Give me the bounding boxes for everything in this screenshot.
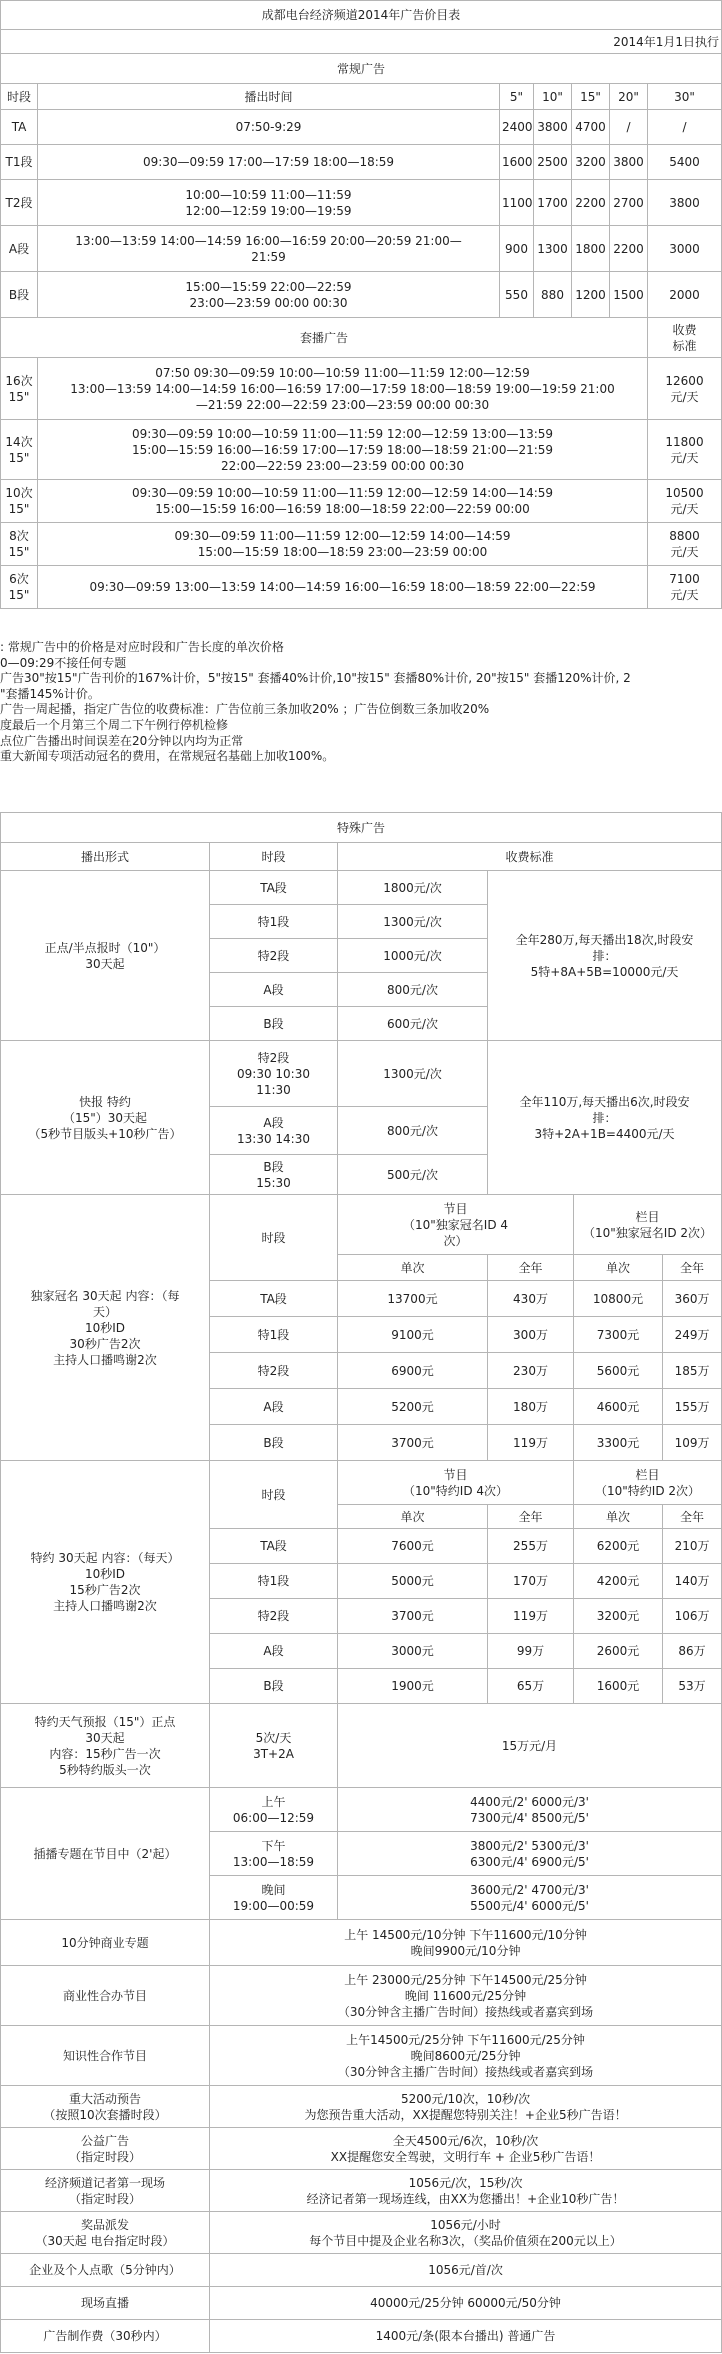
package-fee: 7100 元/天 — [648, 566, 722, 609]
segment-name: TA段 — [210, 871, 338, 905]
price: 上午 14500元/10分钟 下午11600元/10分钟 晚间9900元/10分钟 — [210, 1920, 722, 1966]
effective-date: 2014年1月1日执行 — [1, 30, 722, 54]
price-30s: 5400 — [648, 145, 722, 180]
price: 500元/次 — [338, 1155, 488, 1195]
price: 4400元/2' 6000元/3' 7300元/4' 8500元/5' — [338, 1788, 722, 1832]
format-label: 公益广告 （指定时段） — [1, 2128, 210, 2170]
header-segment: 时段 — [210, 1461, 338, 1529]
table-row — [1, 2086, 722, 2128]
segment-name: B段 — [210, 1669, 338, 1704]
segment-name: T1段 — [1, 145, 38, 180]
package-name: 8次 15" — [1, 523, 38, 566]
segment-name: 特2段 — [210, 1353, 338, 1389]
price: 1056元/次，15秒/次 经济记者第一现场连线，由XX为您播出！+企业10秒广告！ — [210, 2170, 722, 2212]
header-annual: 全年 — [488, 1505, 574, 1529]
price-5s: 1100 — [500, 180, 534, 226]
package-name: 6次 15" — [1, 566, 38, 609]
price: 全天4500元/6次，10秒/次 XX提醒您安全驾驶，文明行车 + 企业5秒广告语！ — [210, 2128, 722, 2170]
price: 1056元/小时 每个节目中提及企业名称3次，（奖品价值须在200元以上） — [210, 2212, 722, 2254]
price-20s: / — [610, 110, 648, 145]
header-single: 单次 — [574, 1255, 663, 1281]
header-annual: 全年 — [488, 1255, 574, 1281]
price: 7600元 — [338, 1529, 488, 1564]
segment-name: 5次/天 3T+2A — [210, 1704, 338, 1788]
airtime: 15:00—15:59 22:00—22:59 23:00—23:59 00:00 00:30 — [38, 272, 500, 318]
format-label: 广告制作费（30秒内） — [1, 2320, 210, 2353]
table-row — [1, 420, 722, 480]
table-row — [1, 1920, 722, 1966]
segment-name: B段 — [210, 1007, 338, 1041]
price: 800元/次 — [338, 1107, 488, 1155]
table-row — [1, 145, 722, 180]
segment-name: TA段 — [210, 1529, 338, 1564]
note-line: 0—09:29不接任何专题 — [0, 655, 127, 670]
note-line: 度最后一个月第三个周二下午例行停机检修 — [0, 717, 229, 732]
package-airtime: 09:30—09:59 10:00—10:59 11:00—11:59 12:00—12:59 13:00—13:59 15:00—15:59 16:00—16:59 17:00—17:59 18:00—18:59 21:00—21:59 22:00—22:59 23:00—23:59 00:00 00:30 — [38, 420, 648, 480]
header-10s: 10" — [534, 84, 572, 110]
segment-name: A段 — [210, 973, 338, 1007]
price: 3600元/2' 4700元/3' 5500元/4' 6000元/5' — [338, 1876, 722, 1920]
price: 255万 — [488, 1529, 574, 1564]
price: 3800元/2' 5300元/3' 6300元/4' 6900元/5' — [338, 1832, 722, 1876]
table-row — [1, 2026, 722, 2086]
price: 155万 — [663, 1389, 722, 1425]
table-title: 成都电台经济频道2014年广告价目表 — [1, 1, 722, 30]
table-row — [1, 2287, 722, 2320]
price-30s: 3800 — [648, 180, 722, 226]
header-30s: 30" — [648, 84, 722, 110]
package-price: 全年280万,每天播出18次,时段安 排： 5特+8A+5B=10000元/天 — [488, 871, 722, 1041]
segment-name: TA段 — [210, 1281, 338, 1317]
price-10s: 2500 — [534, 145, 572, 180]
segment-name: 特2段 — [210, 1599, 338, 1634]
price: 1800元/次 — [338, 871, 488, 905]
price: 5200元/10次，10秒/次 为您预告重大活动，XX提醒您特别关注！+企业5秒广告语！ — [210, 2086, 722, 2128]
price: 3700元 — [338, 1599, 488, 1634]
header-annual: 全年 — [663, 1505, 722, 1529]
table-row — [1, 2212, 722, 2254]
price: 185万 — [663, 1353, 722, 1389]
price: 109万 — [663, 1425, 722, 1461]
header-annual: 全年 — [663, 1255, 722, 1281]
format-label: 商业性合办节目 — [1, 1966, 210, 2026]
package-name: 10次 15" — [1, 480, 38, 523]
header-fee: 收费 标准 — [648, 318, 722, 358]
segment-name: 特2段 — [210, 939, 338, 973]
header-segment: 时段 — [210, 1195, 338, 1281]
header-program: 节目 （10"特约ID 4次） — [338, 1461, 574, 1505]
header-5s: 5" — [500, 84, 534, 110]
price: 600元/次 — [338, 1007, 488, 1041]
price: 180万 — [488, 1389, 574, 1425]
price: 1900元 — [338, 1669, 488, 1704]
table-row — [1, 523, 722, 566]
note-line: "套播145%计价。 — [0, 686, 100, 701]
package-name: 16次 15" — [1, 358, 38, 420]
header-single: 单次 — [338, 1505, 488, 1529]
price: 1600元 — [574, 1669, 663, 1704]
table-row — [1, 566, 722, 609]
segment-name: A段 13:30 14:30 — [210, 1107, 338, 1155]
table-row — [1, 2254, 722, 2287]
format-label: 插播专题在节目中（2'起） — [1, 1788, 210, 1920]
price: 7300元 — [574, 1317, 663, 1353]
note-line: 重大新闻专项活动冠名的费用，在常规冠名基础上加收100%。 — [0, 749, 335, 764]
table-row — [1, 480, 722, 523]
package-name: 14次 15" — [1, 420, 38, 480]
price-20s: 2200 — [610, 226, 648, 272]
segment-name: B段 15:30 — [210, 1155, 338, 1195]
header-single: 单次 — [338, 1255, 488, 1281]
price-20s: 2700 — [610, 180, 648, 226]
price-20s: 1500 — [610, 272, 648, 318]
price: 40000元/25分钟 60000元/50分钟 — [210, 2287, 722, 2320]
header-single: 单次 — [574, 1505, 663, 1529]
price: 3000元 — [338, 1634, 488, 1669]
price: 249万 — [663, 1317, 722, 1353]
price: 99万 — [488, 1634, 574, 1669]
segment-name: T2段 — [1, 180, 38, 226]
segment-name: 特1段 — [210, 1317, 338, 1353]
package-fee: 8800 元/天 — [648, 523, 722, 566]
price-10s: 1700 — [534, 180, 572, 226]
price-30s: 2000 — [648, 272, 722, 318]
header-segment: 时段 — [1, 84, 38, 110]
package-fee: 11800 元/天 — [648, 420, 722, 480]
section-title-special: 特殊广告 — [1, 813, 722, 843]
format-label: 经济频道记者第一现场 （指定时段） — [1, 2170, 210, 2212]
section-title-regular: 常规广告 — [1, 54, 722, 84]
table-row — [1, 1788, 722, 1832]
price: 210万 — [663, 1529, 722, 1564]
header-airtime: 播出时间 — [38, 84, 500, 110]
price: 119万 — [488, 1599, 574, 1634]
header-fee: 收费标准 — [338, 843, 722, 871]
notes — [0, 640, 722, 765]
table-row — [1, 2170, 722, 2212]
price: 300万 — [488, 1317, 574, 1353]
price-5s: 900 — [500, 226, 534, 272]
price: 9100元 — [338, 1317, 488, 1353]
section-title-package: 套播广告 — [1, 318, 648, 358]
price: 4600元 — [574, 1389, 663, 1425]
price: 140万 — [663, 1564, 722, 1599]
price-10s: 3800 — [534, 110, 572, 145]
note-line: : 常规广告中的价格是对应时段和广告长度的单次价格 — [0, 640, 284, 654]
airtime: 09:30—09:59 17:00—17:59 18:00—18:59 — [38, 145, 500, 180]
price-15s: 2200 — [572, 180, 610, 226]
table-row — [1, 358, 722, 420]
special-ad-price-table — [0, 812, 722, 2353]
header-program: 节目 （10"独家冠名ID 4 次） — [338, 1195, 574, 1255]
format-label: 奖品派发 （30天起 电台指定时段） — [1, 2212, 210, 2254]
price: 1300元/次 — [338, 1041, 488, 1107]
price: 2600元 — [574, 1634, 663, 1669]
price: 上午 23000元/25分钟 下午14500元/25分钟 晚间 11600元/25分钟 （30分钟含主播广告时间）接热线或者嘉宾到场 — [210, 1966, 722, 2026]
price: 上午14500元/25分钟 下午11600元/25分钟 晚间8600元/25分钟 （30分钟含主播广告时间）接热线或者嘉宾到场 — [210, 2026, 722, 2086]
package-airtime: 09:30—09:59 11:00—11:59 12:00—12:59 14:00—14:59 15:00—15:59 18:00—18:59 23:00—23:59 00:00 — [38, 523, 648, 566]
segment-name: TA — [1, 110, 38, 145]
price-20s: 3800 — [610, 145, 648, 180]
format-label: 现场直播 — [1, 2287, 210, 2320]
price: 430万 — [488, 1281, 574, 1317]
note-line: 广告一周起播，指定广告位的收费标准：广告位前三条加收20% ；广告位倒数三条加收20% — [0, 702, 490, 717]
format-label: 10分钟商业专题 — [1, 1920, 210, 1966]
note-line: 广告30"按15"广告刊价的167%计价，5"按15" 套播40%计价,10"按15" 套播80%计价, 20"按15" 套播120%计价, 2 — [0, 671, 631, 686]
price: 5000元 — [338, 1564, 488, 1599]
price-10s: 880 — [534, 272, 572, 318]
format-label: 知识性合作节目 — [1, 2026, 210, 2086]
table-row — [1, 110, 722, 145]
price: 4200元 — [574, 1564, 663, 1599]
price: 230万 — [488, 1353, 574, 1389]
price: 6200元 — [574, 1529, 663, 1564]
table-row — [1, 2320, 722, 2353]
price: 1000元/次 — [338, 939, 488, 973]
package-airtime: 09:30—09:59 10:00—10:59 11:00—11:59 12:00—12:59 14:00—14:59 15:00—15:59 16:00—16:59 18:00—18:59 22:00—22:59 00:00 — [38, 480, 648, 523]
price: 10800元 — [574, 1281, 663, 1317]
header-20s: 20" — [610, 84, 648, 110]
price: 5200元 — [338, 1389, 488, 1425]
package-airtime: 07:50 09:30—09:59 10:00—10:59 11:00—11:59 12:00—12:59 13:00—13:59 14:00—14:59 16:00—16:59 17:00—17:59 18:00—18:59 19:00—19:59 21:00 —21:59 22:00—22:59 23:00—23:59 00:00 00:30 — [38, 358, 648, 420]
price: 106万 — [663, 1599, 722, 1634]
table-row — [1, 871, 722, 905]
note-line: 点位广告播出时间误差在20分钟以内均为正常 — [0, 733, 244, 748]
price: 3700元 — [338, 1425, 488, 1461]
segment-name: 特1段 — [210, 1564, 338, 1599]
price-30s: / — [648, 110, 722, 145]
price-15s: 1800 — [572, 226, 610, 272]
price: 1300元/次 — [338, 905, 488, 939]
format-label: 快报 特约 （15"）30天起 （5秒节目版头+10秒广告） — [1, 1041, 210, 1195]
table-row — [1, 226, 722, 272]
header-15s: 15" — [572, 84, 610, 110]
segment-name: A段 — [210, 1389, 338, 1425]
price: 65万 — [488, 1669, 574, 1704]
package-fee: 10500 元/天 — [648, 480, 722, 523]
segment-name: 上午 06:00—12:59 — [210, 1788, 338, 1832]
package-airtime: 09:30—09:59 13:00—13:59 14:00—14:59 16:00—16:59 18:00—18:59 22:00—22:59 — [38, 566, 648, 609]
format-label: 重大活动预告 （按照10次套播时段） — [1, 2086, 210, 2128]
package-price: 全年110万,每天播出6次,时段安 排： 3特+2A+1B=4400元/天 — [488, 1041, 722, 1195]
regular-ad-price-table — [0, 0, 722, 609]
table-row — [1, 1041, 722, 1107]
header-column: 栏目 （10"独家冠名ID 2次） — [574, 1195, 722, 1255]
segment-name: 下午 13:00—18:59 — [210, 1832, 338, 1876]
format-label: 独家冠名 30天起 内容：（每 天） 10秒ID 30秒广告2次 主持人口播鸣谢2次 — [1, 1195, 210, 1461]
price: 1056元/首/次 — [210, 2254, 722, 2287]
segment-name: A段 — [210, 1634, 338, 1669]
price-5s: 2400 — [500, 110, 534, 145]
header-column: 栏目 （10"特约ID 2次） — [574, 1461, 722, 1505]
format-label: 特约天气预报（15"）正点 30天起 内容：15秒广告一次 5秒特约版头一次 — [1, 1704, 210, 1788]
segment-name: B段 — [1, 272, 38, 318]
price-15s: 4700 — [572, 110, 610, 145]
price-15s: 1200 — [572, 272, 610, 318]
table-row — [1, 272, 722, 318]
price: 15万元/月 — [338, 1704, 722, 1788]
table-row — [1, 1966, 722, 2026]
price: 119万 — [488, 1425, 574, 1461]
format-label: 正点/半点报时（10"） 30天起 — [1, 871, 210, 1041]
header-segment: 时段 — [210, 843, 338, 871]
price: 1400元/条(限本台播出) 普通广告 — [210, 2320, 722, 2353]
price-10s: 1300 — [534, 226, 572, 272]
segment-name: 特1段 — [210, 905, 338, 939]
price: 360万 — [663, 1281, 722, 1317]
airtime: 10:00—10:59 11:00—11:59 12:00—12:59 19:00—19:59 — [38, 180, 500, 226]
price: 86万 — [663, 1634, 722, 1669]
price: 170万 — [488, 1564, 574, 1599]
price: 3200元 — [574, 1599, 663, 1634]
price-5s: 1600 — [500, 145, 534, 180]
airtime: 13:00—13:59 14:00—14:59 16:00—16:59 20:00—20:59 21:00— 21:59 — [38, 226, 500, 272]
price-5s: 550 — [500, 272, 534, 318]
segment-name: 晚间 19:00—00:59 — [210, 1876, 338, 1920]
table-row — [1, 2128, 722, 2170]
airtime: 07:50-9:29 — [38, 110, 500, 145]
format-label: 特约 30天起 内容：（每天） 10秒ID 15秒广告2次 主持人口播鸣谢2次 — [1, 1461, 210, 1704]
price: 5600元 — [574, 1353, 663, 1389]
price: 800元/次 — [338, 973, 488, 1007]
price: 6900元 — [338, 1353, 488, 1389]
table-row — [1, 180, 722, 226]
price-30s: 3000 — [648, 226, 722, 272]
table-row — [1, 1704, 722, 1788]
price: 53万 — [663, 1669, 722, 1704]
segment-name: A段 — [1, 226, 38, 272]
price-15s: 3200 — [572, 145, 610, 180]
price: 13700元 — [338, 1281, 488, 1317]
header-format: 播出形式 — [1, 843, 210, 871]
segment-name: B段 — [210, 1425, 338, 1461]
segment-name: 特2段 09:30 10:30 11:30 — [210, 1041, 338, 1107]
price: 3300元 — [574, 1425, 663, 1461]
format-label: 企业及个人点歌（5分钟内） — [1, 2254, 210, 2287]
package-fee: 12600 元/天 — [648, 358, 722, 420]
